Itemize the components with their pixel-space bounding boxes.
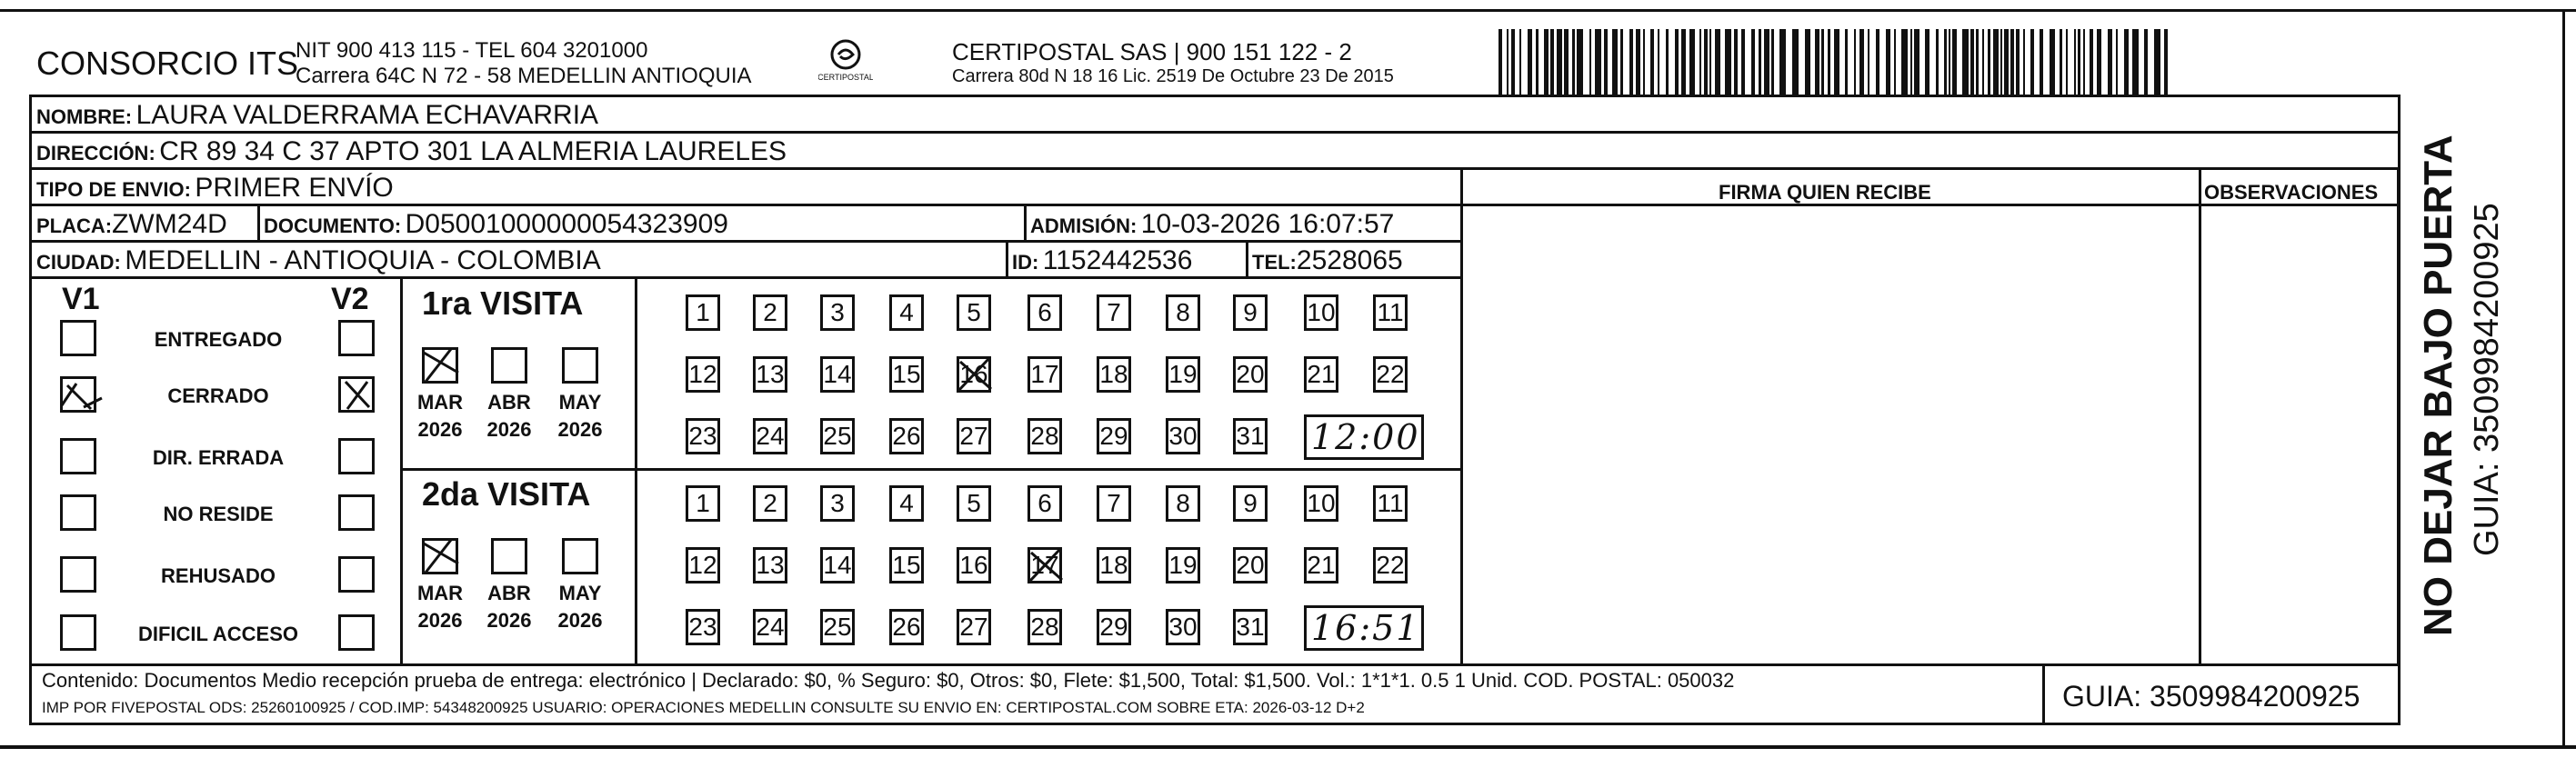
year-label: 2026 [557,609,603,632]
day-box[interactable]: 28 [1027,418,1062,454]
status-option-label: DIFICIL ACCESO [137,623,298,645]
day-box[interactable]: 12 [686,356,720,393]
admission-label: ADMISIÓN: [1030,214,1138,237]
day-box[interactable]: 1 [686,485,720,522]
ship-type-label: TIPO DE ENVIO: [36,178,191,201]
v1-checkbox[interactable] [60,614,96,651]
name-label: NOMBRE: [36,105,133,128]
day-box[interactable]: 15 [889,547,924,583]
month-checkbox[interactable] [422,538,458,574]
observations-header: OBSERVACIONES [2204,181,2379,204]
status-option-label: REHUSADO [161,564,276,587]
company-name: CONSORCIO ITS [36,45,299,82]
v2-checkbox[interactable] [338,438,375,474]
day-box[interactable]: 22 [1373,547,1408,583]
address-label: DIRECCIÓN: [36,142,155,165]
month-label: ABR [487,391,531,414]
visit-title: 2da VISITA [422,475,591,513]
tel-label: TEL: [1252,251,1297,274]
day-box[interactable]: 5 [957,485,991,522]
day-box[interactable]: 13 [753,356,787,393]
day-box[interactable]: 25 [820,418,855,454]
admission-field [1030,211,1394,238]
day-box[interactable]: 8 [1166,294,1200,331]
carrier-address: Carrera 80d N 18 16 Lic. 2519 De Octubre 23 De 2015 [952,66,1394,86]
year-label: 2026 [486,609,532,632]
day-box[interactable]: 25 [820,609,855,645]
day-box[interactable]: 5 [957,294,991,331]
visit-title: 1ra VISITA [422,284,584,322]
day-box[interactable]: 28 [1027,609,1062,645]
day-box[interactable]: 14 [820,547,855,583]
day-box[interactable]: 6 [1027,294,1062,331]
month-label: MAY [558,391,602,414]
month-checkbox[interactable] [491,538,527,574]
id-label: ID: [1012,251,1039,274]
admission-value: 10-03-2026 16:07:57 [1140,209,1395,239]
barcode [1498,29,2176,95]
footer-guide: GUIA: 3509984200925 [2062,680,2360,713]
signature-area[interactable] [1464,207,2197,662]
year-label: 2026 [557,418,603,441]
day-box[interactable]: 24 [753,609,787,645]
day-box[interactable]: 18 [1097,547,1131,583]
address-row [36,138,787,165]
day-box[interactable]: 31 [1233,418,1268,454]
day-box[interactable]: 3 [820,485,855,522]
day-box[interactable]: 16 [957,547,991,583]
company-nit: NIT 900 413 115 - TEL 604 3201000 [296,38,648,63]
status-option-label: CERRADO [167,384,269,407]
day-box[interactable]: 31 [1233,609,1268,645]
signature-header: FIRMA QUIEN RECIBE [1719,181,1931,204]
status-option-label: ENTREGADO [154,328,283,351]
day-box[interactable]: 17 [1027,356,1062,393]
month-checkbox[interactable] [422,347,458,384]
day-box[interactable]: 1 [686,294,720,331]
day-box[interactable]: 2 [753,294,787,331]
day-box[interactable]: 30 [1166,418,1200,454]
tel-value: 2528065 [1296,245,1403,275]
day-box[interactable]: 2 [753,485,787,522]
day-box[interactable]: 3 [820,294,855,331]
month-label: MAR [416,391,464,414]
day-box[interactable]: 7 [1097,485,1131,522]
v1-checkbox[interactable] [60,320,96,356]
footer-meta: IMP POR FIVEPOSTAL ODS: 25260100925 / COD.IMP: 54348200925 USUARIO: OPERACIONES MEDELLIN CONSULTE SU ENVIO EN: CERTIPOSTAL.COM SOBRE ETA: 2026-03-12 D+2 [42,699,1365,716]
right-edge [2562,9,2565,747]
day-box[interactable]: 30 [1166,609,1200,645]
v2-checkbox[interactable] [338,614,375,651]
day-box[interactable]: 29 [1097,609,1131,645]
day-box[interactable]: 21 [1304,547,1338,583]
day-box[interactable]: 20 [1233,356,1268,393]
day-box[interactable]: 14 [820,356,855,393]
month-checkbox[interactable] [491,347,527,384]
day-box[interactable]: 6 [1027,485,1062,522]
top-border [0,9,2576,12]
id-field [1012,247,1192,274]
day-box[interactable]: 19 [1166,547,1200,583]
month-label: MAY [558,582,602,604]
month-label: MAR [416,582,464,604]
day-box[interactable]: 19 [1166,356,1200,393]
company-address: Carrera 64C N 72 - 58 MEDELLIN ANTIOQUIA [296,64,752,88]
day-box[interactable]: 22 [1373,356,1408,393]
v1-label: V1 [62,282,100,316]
month-checkbox[interactable] [562,538,598,574]
day-box[interactable]: 23 [686,609,720,645]
year-label: 2026 [417,418,463,441]
day-box[interactable]: 26 [889,418,924,454]
document-field [264,211,728,238]
footer-content: Contenido: Documentos Medio recepción prueba de entrega: electrónico | Declarado: $0, % Seguro: $0, Otros: $0, Flete: $1,500, Total: $1,500. Vol.: 1*1*1. 0.5 1 Unid. COD. POSTAL: 050032 [42,669,1735,692]
day-box[interactable]: 23 [686,418,720,454]
certipostal-logo [818,36,873,87]
svg-text:CERTIPOSTAL: CERTIPOSTAL [818,73,873,82]
ship-type-row [36,175,394,202]
day-box[interactable]: 24 [753,418,787,454]
v2-label: V2 [331,282,369,316]
day-box[interactable]: 12 [686,547,720,583]
observations-area[interactable] [2202,207,2395,662]
v1-checkbox[interactable] [60,438,96,474]
day-box[interactable]: 16 [957,356,991,393]
plate-value: ZWM24D [112,209,227,239]
day-box[interactable]: 20 [1233,547,1268,583]
day-box[interactable]: 10 [1304,294,1338,331]
day-box[interactable]: 9 [1233,294,1268,331]
year-label: 2026 [486,418,532,441]
day-box[interactable]: 11 [1373,294,1408,331]
city-label: CIUDAD: [36,251,121,274]
day-box[interactable]: 9 [1233,485,1268,522]
status-option-label: DIR. ERRADA [152,446,285,469]
v1-checkbox[interactable] [60,376,96,413]
v2-checkbox[interactable] [338,494,375,531]
document-value: D05001000000054323909 [405,209,728,239]
name-row [36,102,598,129]
day-box[interactable]: 4 [889,485,924,522]
v2-checkbox[interactable] [338,376,375,413]
document-label: DOCUMENTO: [264,214,402,237]
city-field [36,247,601,274]
day-box[interactable]: 17 [1027,547,1062,583]
day-box[interactable]: 10 [1304,485,1338,522]
month-label: ABR [487,582,531,604]
tel-field [1252,247,1403,274]
handwritten-time: 12:00 [1311,417,1420,457]
v2-checkbox[interactable] [338,556,375,593]
v1-checkbox[interactable] [60,556,96,593]
plate-field [36,211,227,238]
day-box[interactable]: 13 [753,547,787,583]
carrier-name: CERTIPOSTAL SAS | 900 151 122 - 2 [952,38,1352,65]
day-box[interactable]: 18 [1097,356,1131,393]
day-box[interactable]: 11 [1373,485,1408,522]
day-box[interactable]: 27 [957,418,991,454]
recipient-name: LAURA VALDERRAMA ECHAVARRIA [135,100,599,130]
side-warning: NO DEJAR BAJO PUERTA [2416,135,2461,636]
day-box[interactable]: 15 [889,356,924,393]
v2-checkbox[interactable] [338,320,375,356]
day-box[interactable]: 21 [1304,356,1338,393]
day-box[interactable]: 29 [1097,418,1131,454]
day-box[interactable]: 7 [1097,294,1131,331]
day-box[interactable]: 26 [889,609,924,645]
handwritten-time: 16:51 [1311,608,1420,648]
status-option-label: NO RESIDE [163,503,274,525]
month-checkbox[interactable] [562,347,598,384]
ship-type-value: PRIMER ENVÍO [195,173,394,203]
v1-checkbox[interactable] [60,494,96,531]
side-guide: GUIA: 3509984200925 [2468,203,2506,556]
plate-label: PLACA: [36,214,113,237]
year-label: 2026 [417,609,463,632]
id-value: 1152442536 [1042,245,1193,275]
recipient-address: CR 89 34 C 37 APTO 301 LA ALMERIA LAURELES [159,136,787,166]
day-box[interactable]: 27 [957,609,991,645]
day-box[interactable]: 4 [889,294,924,331]
city-value: MEDELLIN - ANTIOQUIA - COLOMBIA [125,245,601,275]
bottom-border [0,745,2576,749]
day-box[interactable]: 8 [1166,485,1200,522]
